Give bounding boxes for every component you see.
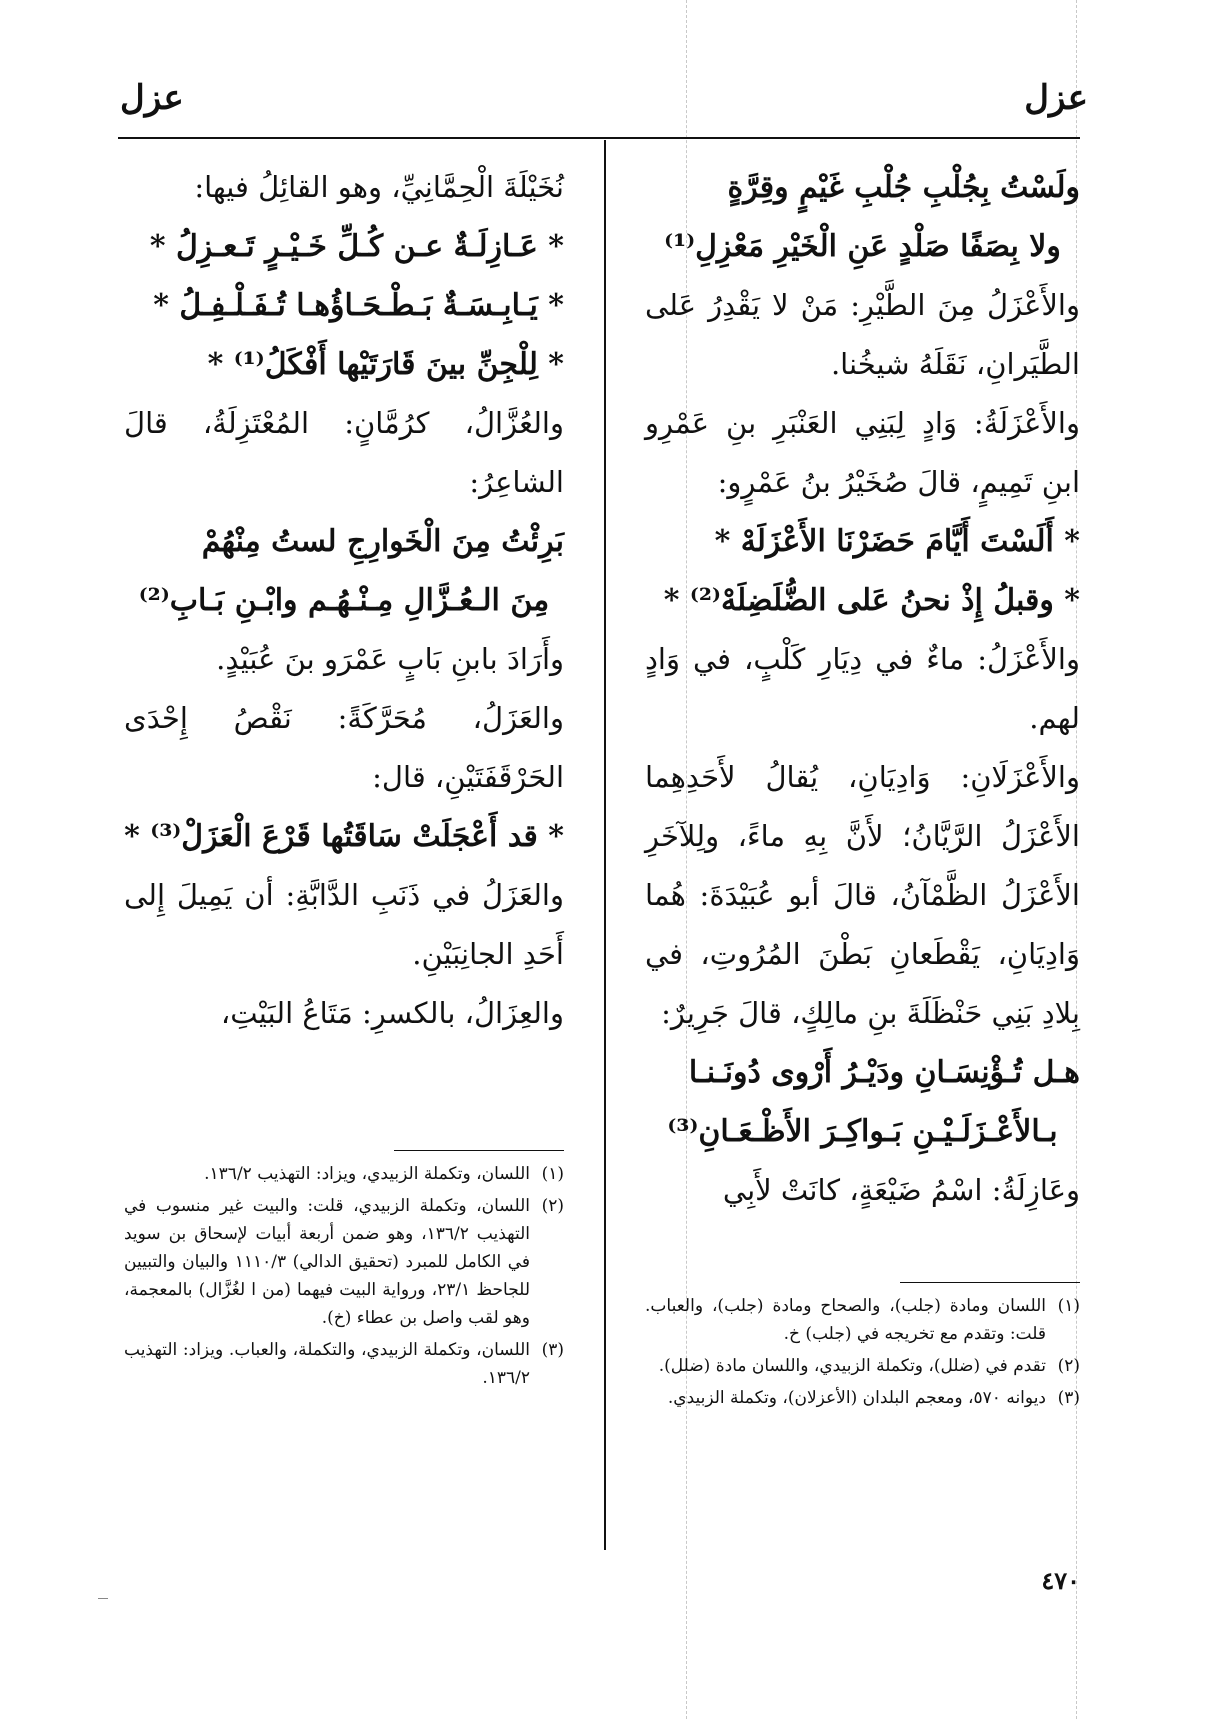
verse-line: ولَسْتُ بِجُلْبِ جُلْبِ غَيْمٍ وقِرَّةٍ xyxy=(727,170,1080,205)
footnote-text: اللسان، وتكملة الزبيدي، ويزاد: التهذيب ١٣٦/٢. xyxy=(204,1164,530,1184)
footnote-text: ديوانه ٥٧٠، ومعجم البلدان (الأعزلان)، وتكملة الزبيدي. xyxy=(667,1388,1046,1408)
verse-line: بَرِئْتُ مِنَ الْخَوارِجِ لستُ مِنْهُمْ xyxy=(201,524,564,559)
footnote-text: اللسان ومادة (جلب)، والصحاح ومادة (جلب)، والعباب. قلت: وتقدم مع تخريجه في (جلب) خ. xyxy=(645,1296,1046,1344)
verse-line: * عَـازِلَـةٌ عـن كُـلِّ خَـيْـرٍ تَـعـزِلُ * xyxy=(149,229,564,264)
footnote-rule xyxy=(394,1150,564,1151)
entry-paragraph: والعَزَلُ في ذَنَبِ الدَّابَّةِ: أن يَمِيلَ إِلى أَحَدِ الجانِبَيْنِ. xyxy=(124,878,564,971)
verse-line: هـل تُـؤْنِسَـانِ ودَيْـرُ أَرْوى دُونَـنـا xyxy=(688,1055,1080,1090)
entry-paragraph: والأَعْزَلُ: ماءٌ في دِيَارِ كَلْبٍ، في وَادٍ لهم. xyxy=(645,642,1080,735)
footnote-text: تقدم في (ضلل)، وتكملة الزبيدي، واللسان مادة (ضلل). xyxy=(658,1356,1046,1376)
verse-line: * وقبلُ إِذْ نحنُ عَلى الضُّلَضِلَهْ⁽²⁾ * xyxy=(663,583,1080,618)
footnote-number: (٢) xyxy=(1057,1356,1080,1376)
verse-line: ولا بِصَفًا صَلْدٍ عَنِ الْخَيْرِ مَعْزِلِ⁽¹⁾ xyxy=(664,229,1061,264)
entry-paragraph: والعِزَالُ، بالكسرِ: مَتَاعُ البَيْتِ، xyxy=(220,996,564,1030)
entry-paragraph: وعَازِلَةُ: اسْمُ ضَيْعَةٍ، كانَتْ لأَبِي xyxy=(722,1173,1080,1207)
footnote-number: (٢) xyxy=(541,1196,564,1216)
verse-line: مِنَ الـعُـزَّالِ مِـنْـهُـم وابْـنِ بَـابِ⁽²⁾ xyxy=(138,583,550,618)
footnote-rule xyxy=(900,1282,1080,1283)
footnote-number: (٣) xyxy=(1057,1388,1080,1408)
entry-paragraph: والأَعْزَلُ مِنَ الطَّيْرِ: مَنْ لا يَقْدِرُ عَلى الطَّيَرانِ، نَقَلَهُ شيخُنا. xyxy=(645,288,1080,381)
left-column xyxy=(124,158,564,1043)
footnote-text: اللسان، وتكملة الزبيدي، قلت: والبيت غير منسوب في التهذيب ١٣٦/٢، وهو ضمن أربعة أبيات لإسحاق بن سويد في الكامل للمبرد (تحقيق الدالي) ١١١٠/٣ والبيان والتبيين للجاحظ ٢٣/١، ورواية البيت فيهما (من ا لغُزَّال) بالمعجمة، وهو لقب واصل بن عطاء (خ). xyxy=(124,1196,530,1328)
verse-line: بـالأَعْـزَلَـيْـنِ بَـواكِـرَ الأَظْـعَـانِ⁽³⁾ xyxy=(667,1114,1058,1149)
header-rule xyxy=(118,137,1080,139)
verse-line: * قد أَعْجَلَتْ سَاقَتُها قَرْعَ الْعَزَلْ⁽³⁾ * xyxy=(124,819,564,854)
verse-line: * يَـابِـسَـةٌ بَـطْـحَـاؤُهـا تُـفَـلْـفِـلُ * xyxy=(153,288,564,323)
footnote xyxy=(124,1192,564,1332)
entry-paragraph: والأَعْزَلَانِ: وَادِيَانِ، يُقالُ لأَحَدِهِما الأَعْزَلُ الرَّيَّانُ؛ لأَنَّ بِهِ ماءً، ولِلآخَرِ الأَعْزَلُ الظَّمْآنُ، قالَ أبو عُبَيْدَةَ: هُما وَادِيَانِ، يَقْطَعانِ بَطْنَ المُرُوتِ، في بِلادِ بَنِي حَنْظَلَةَ بنِ مالِكٍ، قالَ جَرِيرٌ: xyxy=(645,760,1080,1030)
footnote-number: (١) xyxy=(541,1164,564,1184)
footnote xyxy=(645,1384,1080,1412)
footnote xyxy=(645,1292,1080,1348)
verse-line: * أَلَسْتَ أَيَّامَ حَضَرْنَا الأَعْزَلَهْ * xyxy=(714,524,1080,559)
running-head-left: عزل xyxy=(120,78,184,118)
verse-line: * لِلْجِنِّ بينَ قَارَتَيْها أَفْكَلُ⁽¹⁾ * xyxy=(207,347,564,382)
footnote xyxy=(124,1336,564,1392)
entry-paragraph: والعَزَلُ، مُحَرَّكَةً: نَقْصُ إِحْدَى الحَرْقَفَتَيْنِ، قال: xyxy=(124,701,564,794)
footnote-number: (٣) xyxy=(541,1340,564,1360)
right-column xyxy=(645,158,1080,1220)
page-number: ٤٧٠ xyxy=(1041,1566,1080,1595)
right-footnotes xyxy=(645,1292,1080,1416)
entry-paragraph: والأَعْزَلَةُ: وَادٍ لِبَنِي العَنْبَرِ بنِ عَمْرِو ابنِ تَمِيمٍ، قالَ صُخَيْرُ بنُ عَمْرٍو: xyxy=(645,406,1080,499)
footnote xyxy=(124,1160,564,1188)
left-footnotes xyxy=(124,1160,564,1396)
footnote-number: (١) xyxy=(1057,1296,1080,1316)
entry-paragraph: والعُزَّالُ، كرُمَّانٍ: المُعْتَزِلَةُ، قالَ الشاعِرُ: xyxy=(124,406,564,499)
entry-paragraph: نُخَيْلَةَ الْحِمَّانِيِّ، وهو القائِلُ فيها: xyxy=(194,170,564,204)
column-separator xyxy=(604,140,606,1550)
footnote xyxy=(645,1352,1080,1380)
entry-paragraph: وأَرَادَ بابنِ بَابٍ عَمْرَو بنَ عُبَيْدٍ. xyxy=(216,642,564,676)
running-head-right: عزل xyxy=(1024,78,1088,118)
scan-mark xyxy=(98,1598,108,1599)
footnote-text: اللسان، وتكملة الزبيدي، والتكملة، والعباب. ويزاد: التهذيب ١٣٦/٢. xyxy=(124,1340,530,1388)
